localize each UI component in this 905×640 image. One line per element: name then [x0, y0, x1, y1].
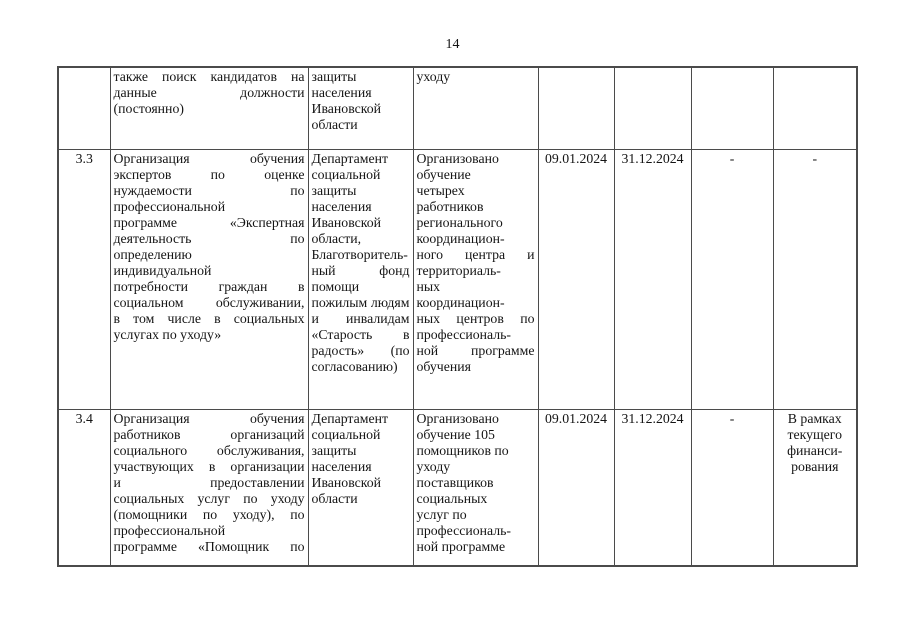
text-line: определению — [113, 246, 192, 262]
cell-result — [413, 67, 538, 149]
text-line: Департамент — [311, 150, 389, 166]
text-line: работников — [416, 198, 484, 214]
text-line: социальной — [311, 426, 381, 442]
cell-number: 3.3 — [58, 149, 110, 409]
text-line: В рамках — [787, 410, 842, 426]
text-line: в том числе в социальных — [113, 310, 305, 326]
text-line: населения — [311, 85, 372, 100]
cell-executor — [308, 409, 413, 566]
cell-result — [413, 149, 538, 409]
text-line: пожилым людям — [311, 294, 410, 310]
text-line: Благотворитель- — [311, 246, 408, 262]
text-line: ный фонд — [311, 262, 410, 278]
text-line: профессиональной — [113, 522, 226, 538]
text-line: области — [311, 117, 358, 132]
text-line: населения — [311, 458, 372, 474]
text-line: четырех — [416, 182, 465, 198]
text-line: защиты — [311, 182, 357, 198]
cell-executor — [308, 149, 413, 409]
text-line: ных центров по — [416, 310, 535, 326]
text-line: (помощники по уходу), по — [113, 506, 305, 522]
text-line: области — [311, 490, 358, 506]
text-line: защиты — [311, 69, 357, 84]
text-line: уходу — [416, 69, 451, 84]
table-row-continuation — [58, 67, 857, 149]
text-line: профессиональной — [113, 198, 226, 214]
text-line: профессиональ- — [416, 326, 512, 342]
cell-end-date: 31.12.2024 — [614, 149, 691, 409]
text-line: финанси- — [787, 442, 843, 458]
cell-number: 3.4 — [58, 409, 110, 566]
text-line: социальных — [416, 490, 488, 506]
text-line: ной программе — [416, 342, 535, 358]
text-line: экспертов по оценке — [113, 166, 305, 182]
text-line: регионального — [416, 214, 503, 230]
text-line: нуждаемости по — [113, 182, 305, 198]
text-line: потребности граждан в — [113, 278, 305, 294]
text-line: - — [812, 150, 818, 166]
text-line: рования — [791, 458, 839, 474]
text-line: обучения — [416, 358, 471, 374]
page-number: 14 — [445, 37, 460, 52]
cell-executor — [308, 67, 413, 149]
text-line: помощи — [311, 278, 360, 294]
text-line: Организовано — [416, 150, 499, 166]
cell-result — [413, 409, 538, 566]
text-line: поставщиков — [416, 474, 494, 490]
cell-activity — [110, 149, 308, 409]
table-row-3-4 — [58, 409, 857, 566]
text-line: программе «Помощник по — [113, 538, 305, 554]
text-line: территориаль- — [416, 262, 501, 278]
text-line: также поиск кандидатов на — [113, 69, 305, 84]
text-line: Ивановской — [311, 474, 382, 490]
text-line: участвующих в организации — [113, 458, 305, 474]
text-line: Организация обучения — [113, 410, 305, 426]
table-row-3-3 — [58, 149, 857, 409]
cell-start-date: 09.01.2024 — [538, 149, 614, 409]
cell-start-date: 09.01.2024 — [538, 409, 614, 566]
text-line: Организовано — [416, 410, 499, 426]
text-line: работников организаций — [113, 426, 305, 442]
text-line: помощников по — [416, 442, 509, 458]
text-line: услугах по уходу» — [113, 326, 222, 342]
cell-end-date — [614, 67, 691, 149]
text-line: координацион- — [416, 230, 505, 246]
text-line: и инвалидам — [311, 310, 410, 326]
activities-table — [57, 66, 858, 567]
text-line: ного центра и — [416, 246, 535, 262]
text-line: текущего — [787, 426, 843, 442]
text-line: радость» (по — [311, 342, 410, 358]
cell-note — [691, 67, 773, 149]
text-line: социальной — [311, 166, 381, 182]
cell-activity — [110, 409, 308, 566]
text-line: услуг по — [416, 506, 467, 522]
cell-note: - — [691, 149, 773, 409]
text-line: населения — [311, 198, 372, 214]
text-line: Ивановской — [311, 214, 382, 230]
text-line: согласованию) — [311, 358, 398, 374]
text-line: индивидуальной — [113, 262, 212, 278]
cell-funding — [773, 409, 857, 566]
text-line: социальном обслуживании, — [113, 294, 305, 310]
text-line: ной программе — [416, 538, 506, 554]
text-line: защиты — [311, 442, 357, 458]
text-line: и предоставлении — [113, 474, 305, 490]
text-line: обучение 105 — [416, 426, 495, 442]
text-line: социальных услуг по уходу — [113, 490, 305, 506]
text-line: Департамент — [311, 410, 389, 426]
text-line: уходу — [416, 458, 451, 474]
cell-note: - — [691, 409, 773, 566]
text-line: данные должности — [113, 85, 305, 100]
cell-activity — [110, 67, 308, 149]
text-line: ных — [416, 278, 441, 294]
text-line: обучение — [416, 166, 471, 182]
text-line: профессиональ- — [416, 522, 512, 538]
cell-end-date: 31.12.2024 — [614, 409, 691, 566]
cell-funding — [773, 67, 857, 149]
text-line: Организация обучения — [113, 150, 305, 166]
text-line: социального обслуживания, — [113, 442, 305, 458]
text-line: (постоянно) — [113, 101, 184, 116]
text-line: области, — [311, 230, 362, 246]
text-line: «Старость в — [311, 326, 410, 342]
text-line: Ивановской — [311, 101, 382, 116]
text-line: программе «Экспертная — [113, 214, 305, 230]
cell-funding — [773, 149, 857, 409]
text-line: деятельность по — [113, 230, 305, 246]
cell-number — [58, 67, 110, 149]
cell-start-date — [538, 67, 614, 149]
text-line: координацион- — [416, 294, 505, 310]
